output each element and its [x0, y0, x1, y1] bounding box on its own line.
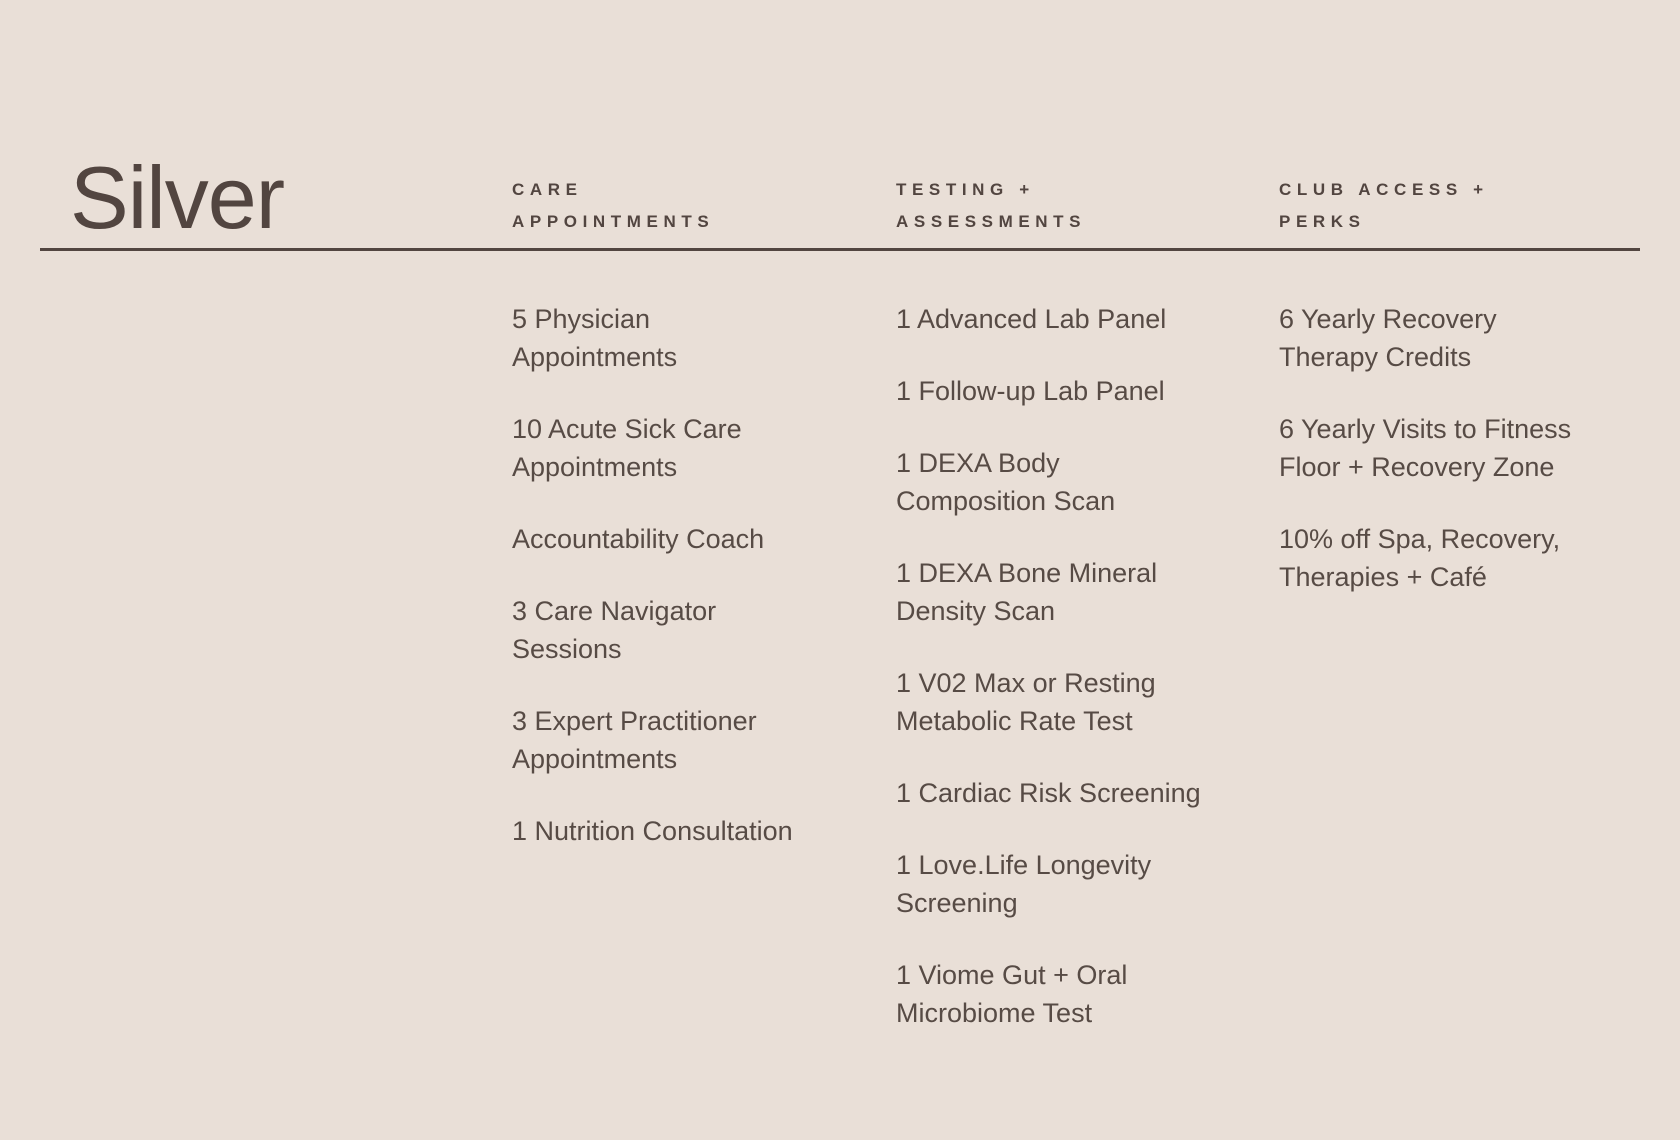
- column-testing-assessments: [896, 300, 1246, 1066]
- benefit-line: 1 Cardiac Risk Screening: [896, 778, 1201, 808]
- benefit-item: [896, 956, 1246, 1032]
- header-line: APPOINTMENTS: [512, 212, 715, 231]
- benefit-item: [1279, 300, 1629, 376]
- benefit-line: 6 Yearly Visits to Fitness: [1279, 414, 1572, 444]
- benefit-line: 1 Nutrition Consultation: [512, 816, 793, 846]
- benefit-item: [896, 846, 1246, 922]
- column-club-access-perks: [1279, 300, 1629, 630]
- benefit-item: [512, 592, 862, 668]
- benefit-line: 1 DEXA Bone Mineral: [896, 558, 1158, 588]
- benefit-item: [512, 520, 862, 558]
- benefit-line: 1 Follow-up Lab Panel: [896, 376, 1165, 406]
- header-line: CARE: [512, 180, 583, 199]
- header-line: CLUB ACCESS +: [1279, 180, 1489, 199]
- benefit-line: 1 Advanced Lab Panel: [896, 304, 1167, 334]
- benefit-line: Appointments: [512, 744, 678, 774]
- column-header-care-appointments: [512, 174, 714, 238]
- benefit-line: Composition Scan: [896, 486, 1116, 516]
- column-care-appointments: [512, 300, 862, 884]
- benefit-line: 10% off Spa, Recovery,: [1279, 524, 1561, 554]
- benefit-line: Density Scan: [896, 596, 1056, 626]
- benefit-line: Appointments: [512, 452, 678, 482]
- column-header-testing-assessments: [896, 174, 1086, 238]
- benefit-line: 1 DEXA Body: [896, 448, 1060, 478]
- benefit-line: Floor + Recovery Zone: [1279, 452, 1555, 482]
- benefit-item: [1279, 520, 1629, 596]
- benefit-item: [512, 702, 862, 778]
- benefit-line: 1 Viome Gut + Oral: [896, 960, 1128, 990]
- benefit-item: [896, 300, 1246, 338]
- header-line: ASSESSMENTS: [896, 212, 1087, 231]
- benefit-line: Metabolic Rate Test: [896, 706, 1133, 736]
- benefit-item: [512, 410, 862, 486]
- benefit-item: [1279, 410, 1629, 486]
- benefit-line: 1 Love.Life Longevity: [896, 850, 1152, 880]
- benefit-item: [512, 300, 862, 376]
- header-line: TESTING +: [896, 180, 1035, 199]
- benefit-item: [896, 444, 1246, 520]
- benefit-line: 10 Acute Sick Care: [512, 414, 742, 444]
- benefit-line: 5 Physician: [512, 304, 651, 334]
- header-line: PERKS: [1279, 212, 1366, 231]
- benefit-line: Therapy Credits: [1279, 342, 1472, 372]
- benefit-line: Microbiome Test: [896, 998, 1093, 1028]
- benefit-item: [512, 812, 862, 850]
- benefit-line: Accountability Coach: [512, 524, 765, 554]
- header-divider: [40, 248, 1640, 251]
- benefit-item: [896, 664, 1246, 740]
- benefit-line: Screening: [896, 888, 1018, 918]
- benefit-line: 1 V02 Max or Resting: [896, 668, 1156, 698]
- benefit-item: [896, 554, 1246, 630]
- tier-title: Silver: [70, 148, 285, 247]
- benefit-line: Appointments: [512, 342, 678, 372]
- benefit-line: 3 Care Navigator: [512, 596, 717, 626]
- column-header-club-access-perks: [1279, 174, 1489, 238]
- benefit-item: [896, 774, 1246, 812]
- benefit-line: 6 Yearly Recovery: [1279, 304, 1497, 334]
- benefit-line: Sessions: [512, 634, 622, 664]
- benefit-item: [896, 372, 1246, 410]
- benefit-line: Therapies + Café: [1279, 562, 1487, 592]
- benefit-line: 3 Expert Practitioner: [512, 706, 757, 736]
